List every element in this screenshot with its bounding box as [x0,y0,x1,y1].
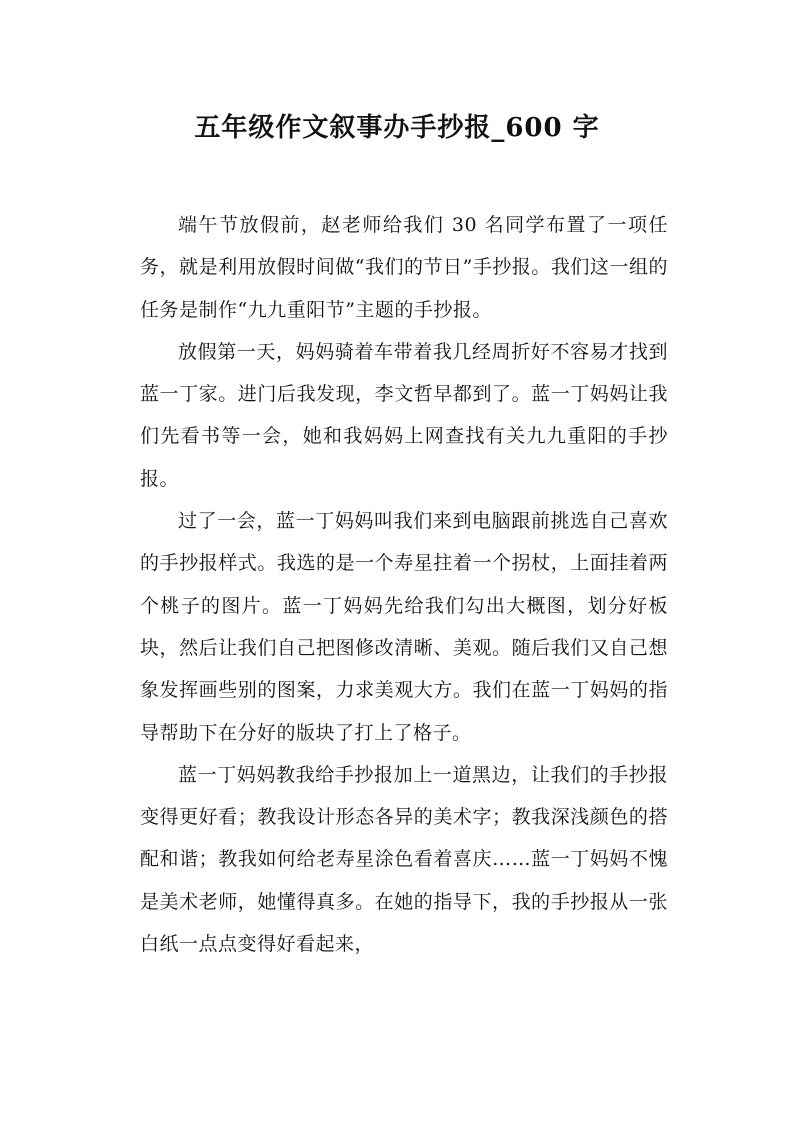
paragraph-4: 蓝一丁妈妈教我给手抄报加上一道黑边，让我们的手抄报变得更好看；教我设计形态各异的美术字；教我深浅颜色的搭配和谐；教我如何给老寿星涂色看着喜庆……蓝一丁妈妈不愧是美术老师，她懂得真多。在她的指导下，我的手抄报从一张白纸一点点变得好看起来， [140,763,668,956]
paragraph-3: 过了一会，蓝一丁妈妈叫我们来到电脑跟前挑选自己喜欢的手抄报样式。我选的是一个寿星拄着一个拐杖，上面挂着两个桃子的图片。蓝一丁妈妈先给我们勾出大概图，划分好板块，然后让我们自己把图修改清晰、美观。随后我们又自己想象发挥画些别的图案，力求美观大方。我们在蓝一丁妈妈的指导帮助下在分好的版块了打上了格子。 [140,510,668,744]
paragraph-1: 端午节放假前，赵老师给我们 30 名同学布置了一项任务，就是利用放假时间做“我们的节日”手抄报。我们这一组的任务是制作“九九重阳节”主题的手抄报。 [140,214,668,321]
paragraph-2: 放假第一天，妈妈骑着车带着我几经周折好不容易才找到蓝一丁家。进门后我发现，李文哲早都到了。蓝一丁妈妈让我们先看书等一会，她和我妈妈上网查找有关九九重阳的手抄报。 [140,340,668,490]
document-body [140,204,668,965]
document-title: 五年级作文叙事办手抄报_600 字 [194,113,600,143]
